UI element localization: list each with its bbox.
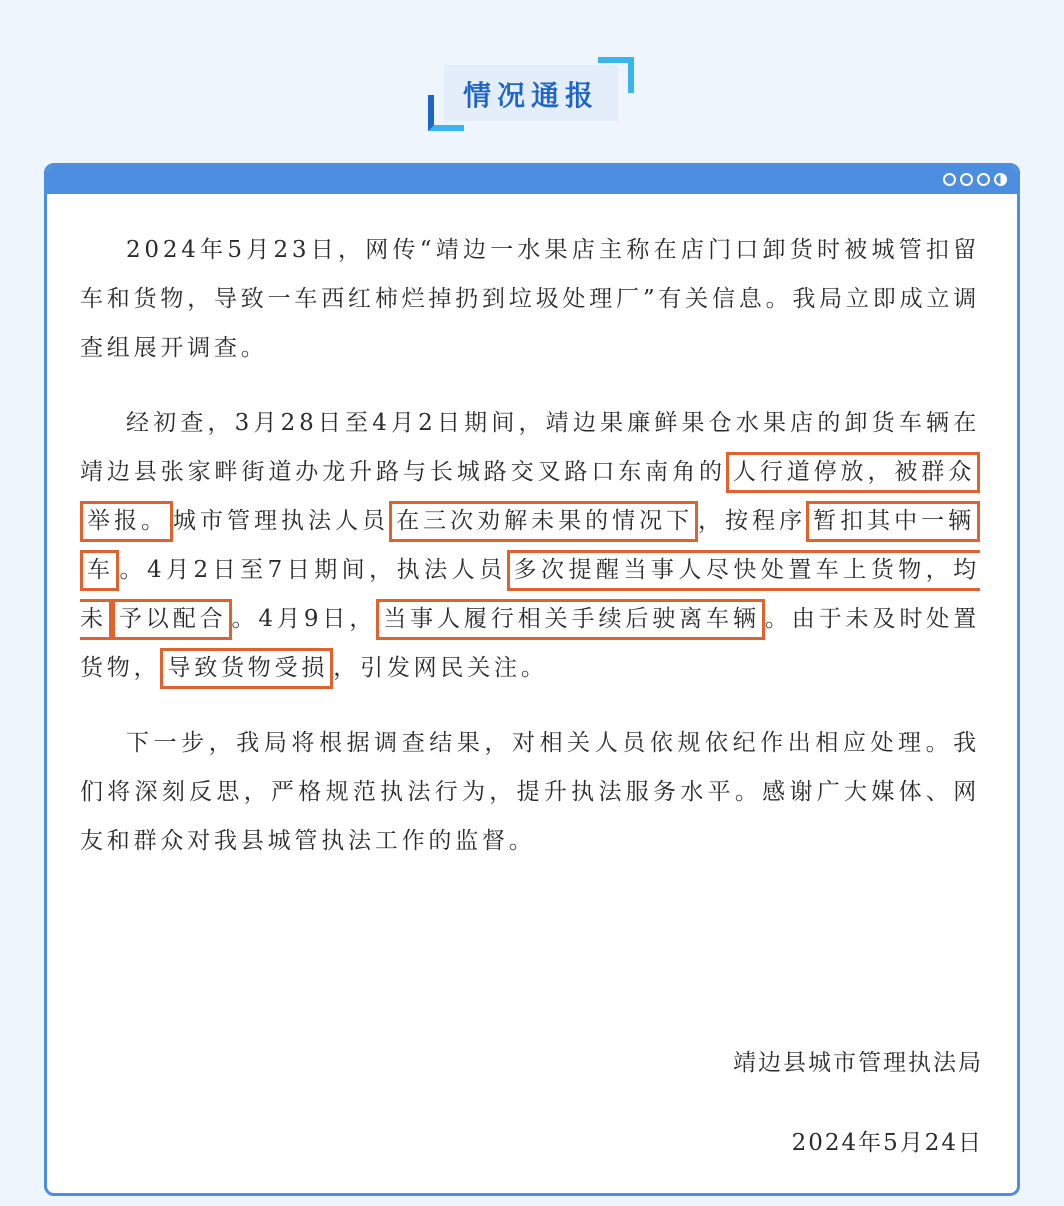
circle-icon: [943, 173, 956, 186]
paragraph-text: 城市管理执法人员: [173, 508, 390, 534]
highlight-box: 当事人履行相关手续后驶离车辆: [376, 599, 765, 640]
window-dots: [943, 173, 1007, 186]
highlight-box: 多次提醒当事人尽快处置车上货物，均未: [80, 550, 980, 640]
paragraph-1: [80, 226, 980, 373]
issuer-signature: 靖边县城市管理执法局: [733, 1050, 983, 1076]
highlight-box: 在三次劝解未果的情况下: [389, 501, 698, 542]
highlight-box: 车: [80, 550, 119, 591]
paragraph-text: 。4月9日，: [231, 606, 377, 632]
paragraph-text: 。由于未及时处置货物，: [80, 606, 980, 681]
title-banner: [428, 57, 634, 131]
notice-body: [80, 226, 980, 892]
paragraph-text: ，引发网民关注。: [333, 655, 548, 681]
paragraph-2: [80, 399, 980, 693]
paragraph-text: 经初查，3月28日至4月2日期间，靖边果廉鲜果仓水果店的卸货车辆在靖边县张家畔街道办龙升路与长城路交叉路口东南角的: [80, 410, 980, 485]
highlight-box: 人行道停放，被群众: [726, 452, 980, 493]
highlight-box: 导致货物受损: [160, 648, 333, 689]
paragraph-text: 。4月2日至7日期间，执法人员: [119, 557, 507, 583]
card-header-bar: [47, 166, 1017, 194]
highlight-box: 予以配合: [112, 599, 232, 640]
circle-icon: [977, 173, 990, 186]
paragraph-3: [80, 719, 980, 866]
paragraph-text: 下一步，我局将根据调查结果，对相关人员依规依纪作出相应处理。我们将深刻反思，严格规范执法行为，提升执法服务水平。感谢广大媒体、网友和群众对我县城管执法工作的监督。: [80, 730, 980, 854]
half-circle-icon: [994, 173, 1007, 186]
paragraph-text: 2024年5月23日，网传“靖边一水果店主称在店门口卸货时被城管扣留车和货物，导致一车西红柿烂掉扔到垃圾处理厂”有关信息。我局立即成立调查组展开调查。: [80, 237, 980, 361]
circle-icon: [960, 173, 973, 186]
highlight-box: 举报。: [80, 501, 173, 542]
highlight-box: 暂扣其中一辆: [806, 501, 980, 542]
notice-card: [44, 163, 1020, 1196]
page-title: 情况通报: [462, 79, 599, 112]
paragraph-text: ，按程序: [698, 508, 807, 534]
issue-date: 2024年5月24日: [791, 1130, 983, 1156]
